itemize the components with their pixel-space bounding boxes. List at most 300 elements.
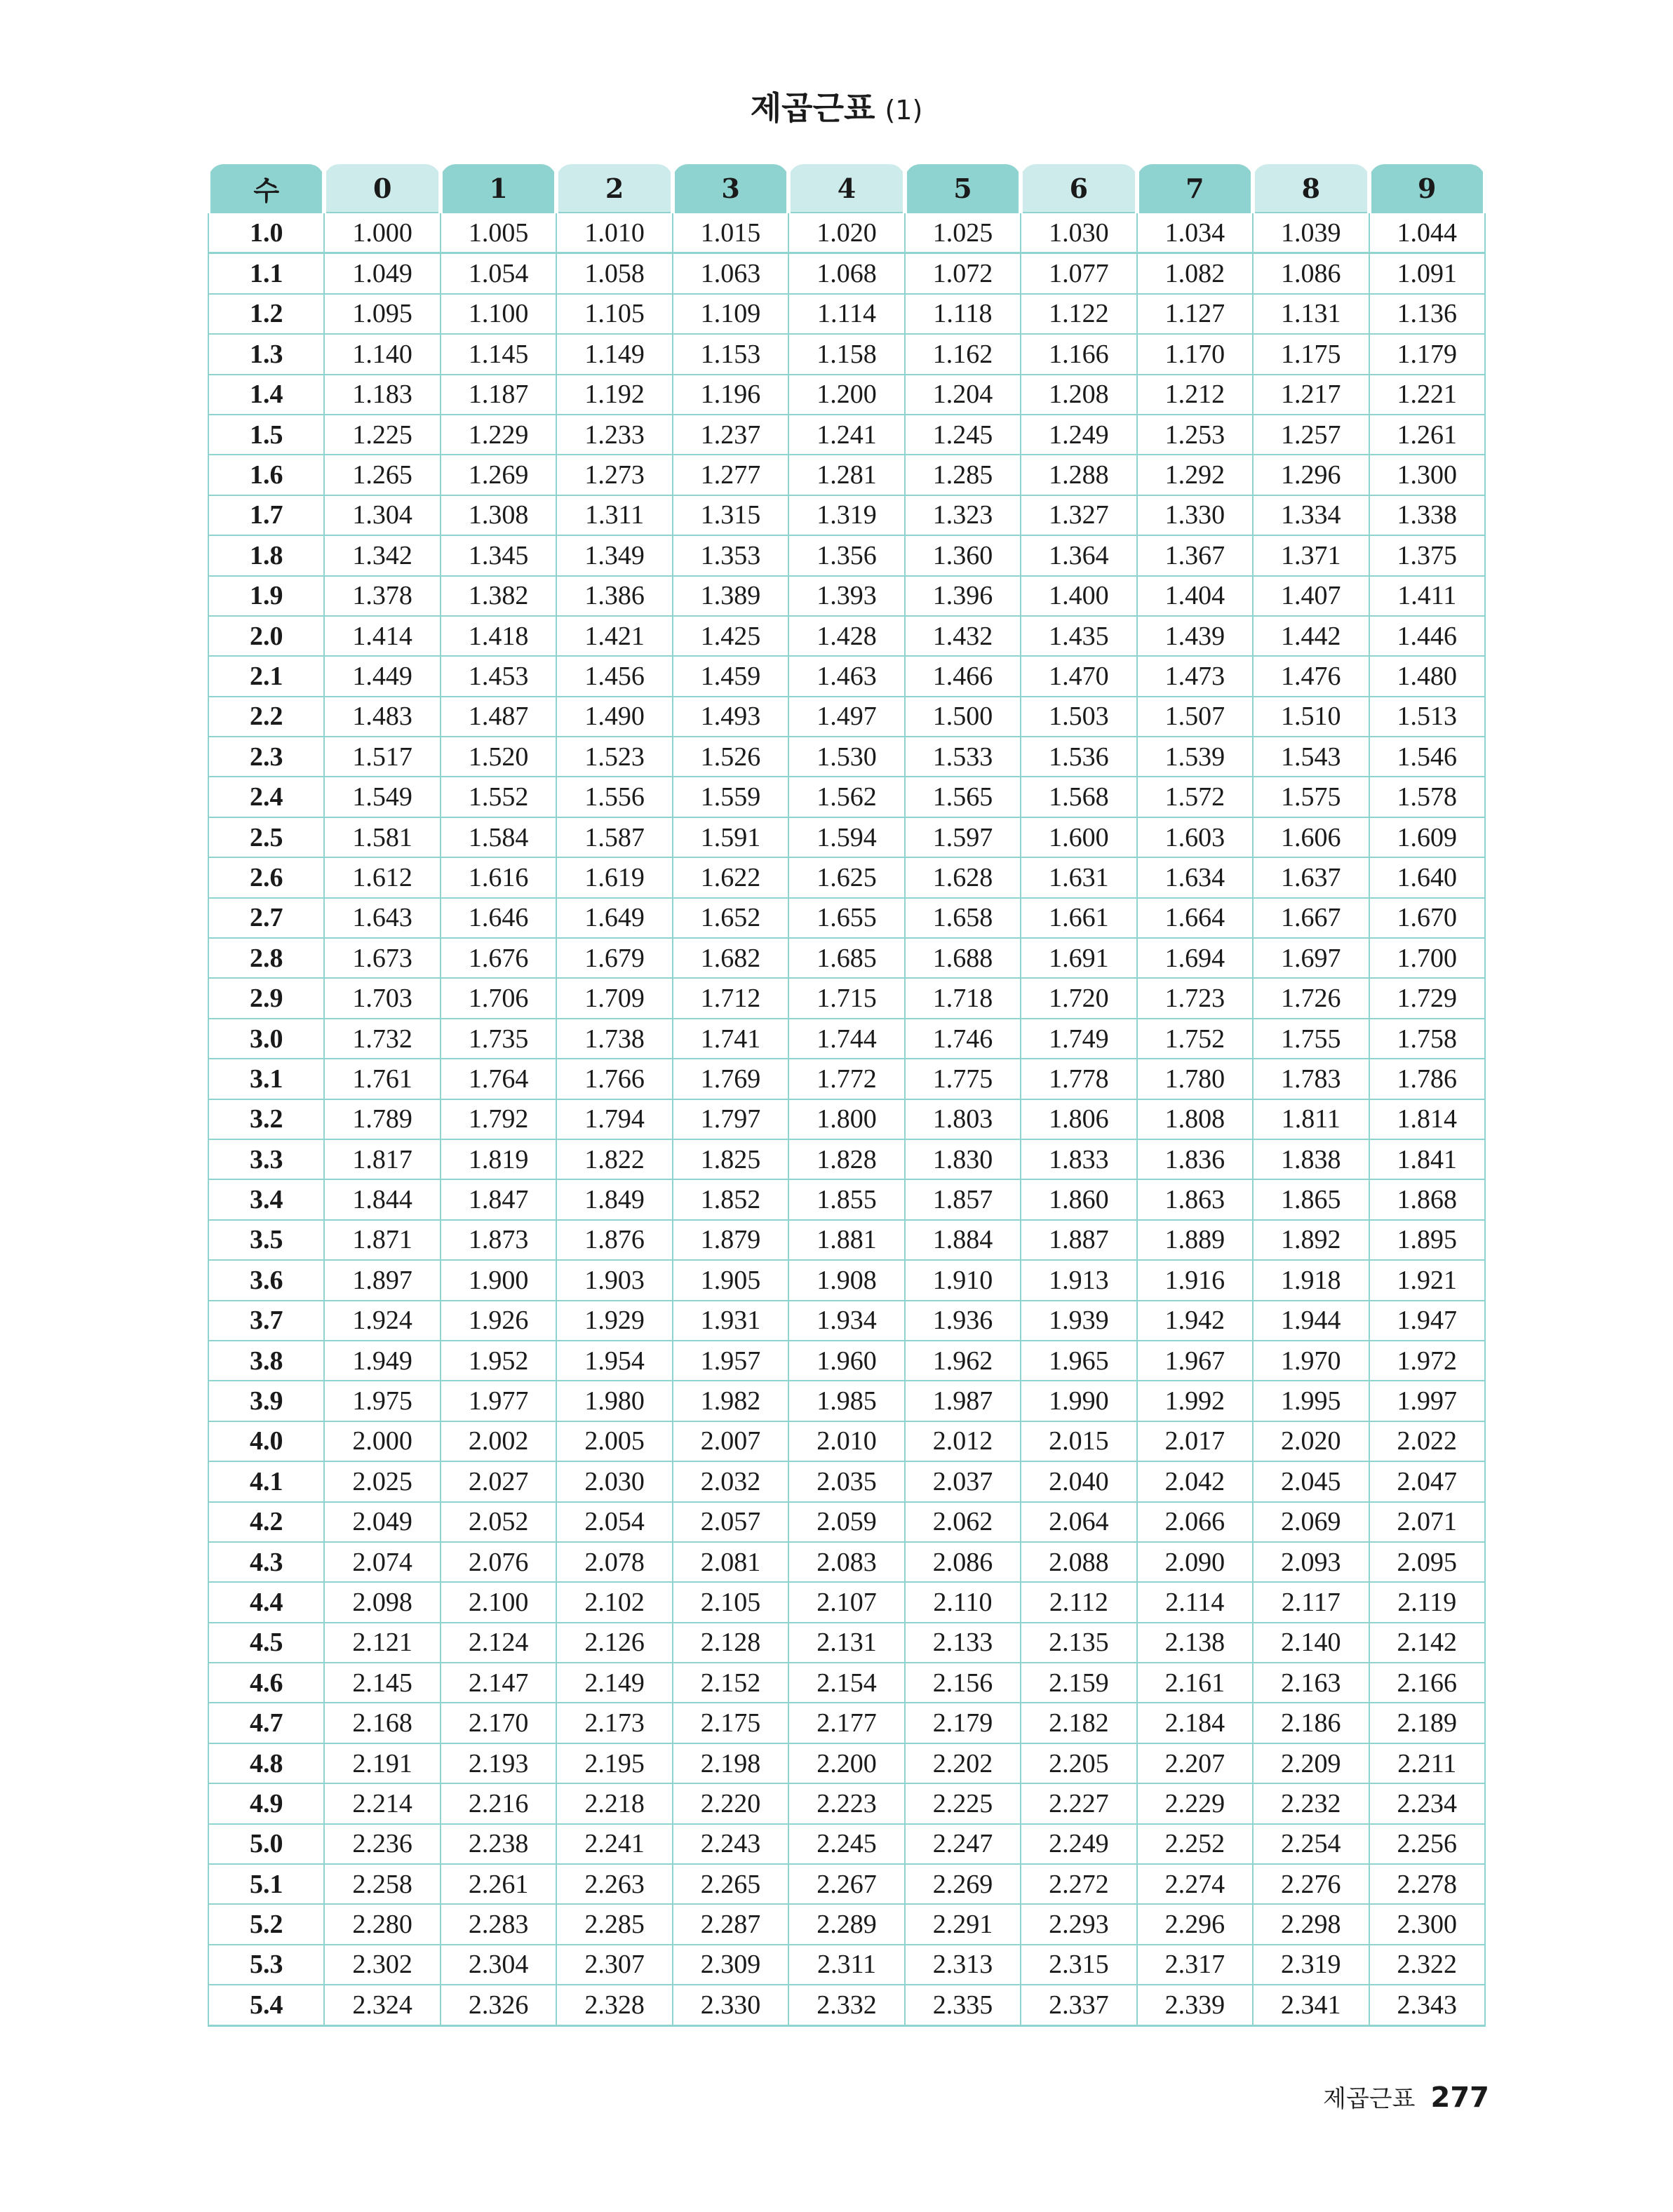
table-cell: 1.803 xyxy=(905,1099,1021,1139)
table-row xyxy=(208,938,1485,978)
table-cell: 1.980 xyxy=(556,1381,672,1421)
table-row xyxy=(208,1904,1485,1944)
column-header-digit: 2 xyxy=(556,164,672,213)
table-cell: 2.272 xyxy=(1021,1864,1136,1904)
row-header-number: 2.0 xyxy=(208,616,324,656)
table-cell: 1.942 xyxy=(1137,1301,1253,1341)
table-cell: 1.682 xyxy=(673,938,788,978)
table-cell: 2.289 xyxy=(788,1904,904,1944)
table-cell: 2.000 xyxy=(324,1421,440,1461)
table-cell: 2.020 xyxy=(1253,1421,1369,1461)
table-cell: 2.035 xyxy=(788,1461,904,1501)
table-cell: 1.470 xyxy=(1021,656,1136,696)
table-cell: 1.082 xyxy=(1137,253,1253,294)
row-header-number: 3.8 xyxy=(208,1341,324,1381)
table-cell: 1.975 xyxy=(324,1381,440,1421)
table-cell: 2.002 xyxy=(441,1421,556,1461)
table-cell: 1.490 xyxy=(556,697,672,737)
table-cell: 2.315 xyxy=(1021,1945,1136,1985)
row-header-number: 3.5 xyxy=(208,1220,324,1260)
table-cell: 2.200 xyxy=(788,1743,904,1783)
table-cell: 1.208 xyxy=(1021,375,1136,415)
table-cell: 1.179 xyxy=(1369,334,1485,374)
table-cell: 1.204 xyxy=(905,375,1021,415)
table-cell: 2.193 xyxy=(441,1743,556,1783)
table-cell: 1.591 xyxy=(673,817,788,857)
table-cell: 1.949 xyxy=(324,1341,440,1381)
table-cell: 1.640 xyxy=(1369,857,1485,897)
table-cell: 1.780 xyxy=(1137,1059,1253,1099)
table-cell: 1.664 xyxy=(1137,898,1253,938)
table-cell: 1.421 xyxy=(556,616,672,656)
table-cell: 1.729 xyxy=(1369,978,1485,1018)
row-header-number: 2.6 xyxy=(208,857,324,897)
table-cell: 1.735 xyxy=(441,1019,556,1059)
row-header-number: 2.9 xyxy=(208,978,324,1018)
table-cell: 1.338 xyxy=(1369,495,1485,535)
table-cell: 1.694 xyxy=(1137,938,1253,978)
table-cell: 1.330 xyxy=(1137,495,1253,535)
table-cell: 1.972 xyxy=(1369,1341,1485,1381)
table-cell: 1.667 xyxy=(1253,898,1369,938)
table-cell: 2.098 xyxy=(324,1582,440,1622)
table-cell: 1.020 xyxy=(788,213,904,253)
page-title-suffix: (1) xyxy=(885,95,923,126)
table-cell: 1.453 xyxy=(441,656,556,696)
row-header-number: 1.8 xyxy=(208,535,324,575)
table-row xyxy=(208,1783,1485,1823)
table-cell: 1.559 xyxy=(673,777,788,817)
table-cell: 1.967 xyxy=(1137,1341,1253,1381)
table-cell: 1.077 xyxy=(1021,253,1136,294)
table-cell: 1.158 xyxy=(788,334,904,374)
row-header-number: 5.2 xyxy=(208,1904,324,1944)
table-cell: 2.121 xyxy=(324,1623,440,1663)
row-header-number: 4.5 xyxy=(208,1623,324,1663)
table-cell: 1.758 xyxy=(1369,1019,1485,1059)
table-cell: 1.425 xyxy=(673,616,788,656)
table-row xyxy=(208,535,1485,575)
table-cell: 1.865 xyxy=(1253,1179,1369,1219)
table-row xyxy=(208,817,1485,857)
table-cell: 1.389 xyxy=(673,576,788,616)
table-row xyxy=(208,1623,1485,1663)
table-cell: 1.371 xyxy=(1253,535,1369,575)
table-cell: 1.565 xyxy=(905,777,1021,817)
column-header-digit: 9 xyxy=(1369,164,1485,213)
table-cell: 2.154 xyxy=(788,1663,904,1703)
table-cell: 1.049 xyxy=(324,253,440,294)
table-cell: 2.274 xyxy=(1137,1864,1253,1904)
table-cell: 1.889 xyxy=(1137,1220,1253,1260)
table-cell: 1.483 xyxy=(324,697,440,737)
table-cell: 1.658 xyxy=(905,898,1021,938)
table-cell: 1.741 xyxy=(673,1019,788,1059)
table-row xyxy=(208,1139,1485,1179)
table-row xyxy=(208,1663,1485,1703)
table-cell: 2.207 xyxy=(1137,1743,1253,1783)
table-row xyxy=(208,1824,1485,1864)
table-cell: 2.309 xyxy=(673,1945,788,1985)
table-cell: 2.254 xyxy=(1253,1824,1369,1864)
table-row xyxy=(208,656,1485,696)
row-header-number: 2.3 xyxy=(208,737,324,777)
table-cell: 1.817 xyxy=(324,1139,440,1179)
table-cell: 2.083 xyxy=(788,1542,904,1582)
page-number: 277 xyxy=(1430,2082,1489,2114)
table-cell: 2.117 xyxy=(1253,1582,1369,1622)
table-cell: 1.257 xyxy=(1253,415,1369,455)
table-cell: 1.253 xyxy=(1137,415,1253,455)
table-row xyxy=(208,1945,1485,1985)
table-cell: 2.152 xyxy=(673,1663,788,1703)
table-cell: 1.766 xyxy=(556,1059,672,1099)
table-cell: 2.258 xyxy=(324,1864,440,1904)
row-header-number: 2.2 xyxy=(208,697,324,737)
table-cell: 1.977 xyxy=(441,1381,556,1421)
table-row xyxy=(208,616,1485,656)
table-cell: 2.022 xyxy=(1369,1421,1485,1461)
table-cell: 1.503 xyxy=(1021,697,1136,737)
table-cell: 1.229 xyxy=(441,415,556,455)
table-cell: 2.175 xyxy=(673,1703,788,1743)
table-cell: 1.221 xyxy=(1369,375,1485,415)
table-cell: 2.191 xyxy=(324,1743,440,1783)
table-cell: 1.520 xyxy=(441,737,556,777)
table-cell: 1.034 xyxy=(1137,213,1253,253)
table-row xyxy=(208,1743,1485,1783)
table-cell: 1.929 xyxy=(556,1301,672,1341)
table-cell: 1.746 xyxy=(905,1019,1021,1059)
table-cell: 2.047 xyxy=(1369,1461,1485,1501)
table-cell: 1.308 xyxy=(441,495,556,535)
table-cell: 2.163 xyxy=(1253,1663,1369,1703)
table-cell: 1.688 xyxy=(905,938,1021,978)
table-cell: 1.868 xyxy=(1369,1179,1485,1219)
table-cell: 2.261 xyxy=(441,1864,556,1904)
table-row xyxy=(208,213,1485,253)
row-header-number: 4.7 xyxy=(208,1703,324,1743)
table-cell: 2.214 xyxy=(324,1783,440,1823)
table-cell: 2.088 xyxy=(1021,1542,1136,1582)
column-header-digit: 8 xyxy=(1253,164,1369,213)
table-cell: 2.198 xyxy=(673,1743,788,1783)
table-cell: 1.855 xyxy=(788,1179,904,1219)
table-row xyxy=(208,1542,1485,1582)
table-row xyxy=(208,1179,1485,1219)
table-cell: 2.319 xyxy=(1253,1945,1369,1985)
table-row xyxy=(208,1301,1485,1341)
table-cell: 2.168 xyxy=(324,1703,440,1743)
table-cell: 2.267 xyxy=(788,1864,904,1904)
table-cell: 1.288 xyxy=(1021,455,1136,495)
table-cell: 2.283 xyxy=(441,1904,556,1944)
table-cell: 2.027 xyxy=(441,1461,556,1501)
table-cell: 2.335 xyxy=(905,1985,1021,2025)
table-cell: 1.054 xyxy=(441,253,556,294)
table-cell: 2.322 xyxy=(1369,1945,1485,1985)
table-cell: 1.709 xyxy=(556,978,672,1018)
table-cell: 1.010 xyxy=(556,213,672,253)
table-cell: 1.261 xyxy=(1369,415,1485,455)
table-cell: 1.676 xyxy=(441,938,556,978)
table-cell: 1.887 xyxy=(1021,1220,1136,1260)
table-cell: 2.138 xyxy=(1137,1623,1253,1663)
column-header-digit: 1 xyxy=(441,164,556,213)
table-cell: 1.860 xyxy=(1021,1179,1136,1219)
table-cell: 1.058 xyxy=(556,253,672,294)
table-cell: 1.720 xyxy=(1021,978,1136,1018)
table-row xyxy=(208,375,1485,415)
table-cell: 2.161 xyxy=(1137,1663,1253,1703)
table-cell: 1.404 xyxy=(1137,576,1253,616)
table-cell: 2.030 xyxy=(556,1461,672,1501)
table-cell: 2.211 xyxy=(1369,1743,1485,1783)
table-cell: 1.439 xyxy=(1137,616,1253,656)
table-cell: 2.177 xyxy=(788,1703,904,1743)
table-cell: 1.543 xyxy=(1253,737,1369,777)
table-cell: 2.220 xyxy=(673,1783,788,1823)
table-cell: 1.903 xyxy=(556,1260,672,1300)
row-header-number: 1.3 xyxy=(208,334,324,374)
table-cell: 2.189 xyxy=(1369,1703,1485,1743)
table-cell: 1.530 xyxy=(788,737,904,777)
row-header-number: 3.7 xyxy=(208,1301,324,1341)
table-cell: 2.126 xyxy=(556,1623,672,1663)
table-cell: 1.273 xyxy=(556,455,672,495)
table-cell: 1.797 xyxy=(673,1099,788,1139)
table-cell: 1.459 xyxy=(673,656,788,696)
table-cell: 1.825 xyxy=(673,1139,788,1179)
table-cell: 1.356 xyxy=(788,535,904,575)
table-cell: 1.649 xyxy=(556,898,672,938)
table-cell: 1.764 xyxy=(441,1059,556,1099)
table-cell: 1.549 xyxy=(324,777,440,817)
table-cell: 1.844 xyxy=(324,1179,440,1219)
table-cell: 1.811 xyxy=(1253,1099,1369,1139)
table-cell: 2.243 xyxy=(673,1824,788,1864)
row-header-number: 1.7 xyxy=(208,495,324,535)
table-cell: 1.997 xyxy=(1369,1381,1485,1421)
table-cell: 1.833 xyxy=(1021,1139,1136,1179)
table-cell: 2.269 xyxy=(905,1864,1021,1904)
table-cell: 2.263 xyxy=(556,1864,672,1904)
table-cell: 1.442 xyxy=(1253,616,1369,656)
table-cell: 1.030 xyxy=(1021,213,1136,253)
table-row xyxy=(208,777,1485,817)
table-cell: 2.234 xyxy=(1369,1783,1485,1823)
row-header-number: 2.1 xyxy=(208,656,324,696)
table-cell: 1.300 xyxy=(1369,455,1485,495)
table-cell: 1.556 xyxy=(556,777,672,817)
table-cell: 2.276 xyxy=(1253,1864,1369,1904)
table-cell: 2.317 xyxy=(1137,1945,1253,1985)
table-cell: 1.418 xyxy=(441,616,556,656)
table-cell: 2.202 xyxy=(905,1743,1021,1783)
square-root-table xyxy=(206,164,1487,2027)
table-cell: 1.587 xyxy=(556,817,672,857)
row-header-number: 3.2 xyxy=(208,1099,324,1139)
table-cell: 1.068 xyxy=(788,253,904,294)
row-header-number: 5.0 xyxy=(208,1824,324,1864)
table-cell: 1.396 xyxy=(905,576,1021,616)
table-cell: 2.090 xyxy=(1137,1542,1253,1582)
table-cell: 1.738 xyxy=(556,1019,672,1059)
table-cell: 2.107 xyxy=(788,1582,904,1622)
table-cell: 2.059 xyxy=(788,1502,904,1542)
table-cell: 2.265 xyxy=(673,1864,788,1904)
table-cell: 1.808 xyxy=(1137,1099,1253,1139)
table-cell: 2.147 xyxy=(441,1663,556,1703)
table-cell: 1.334 xyxy=(1253,495,1369,535)
page-footer xyxy=(1323,2079,1489,2121)
row-header-number: 4.0 xyxy=(208,1421,324,1461)
table-row xyxy=(208,1461,1485,1501)
table-cell: 1.568 xyxy=(1021,777,1136,817)
table-cell: 2.337 xyxy=(1021,1985,1136,2025)
table-row xyxy=(208,415,1485,455)
table-cell: 1.319 xyxy=(788,495,904,535)
table-row xyxy=(208,1019,1485,1059)
table-cell: 1.822 xyxy=(556,1139,672,1179)
table-cell: 1.847 xyxy=(441,1179,556,1219)
table-cell: 1.990 xyxy=(1021,1381,1136,1421)
table-cell: 1.533 xyxy=(905,737,1021,777)
table-row xyxy=(208,1421,1485,1461)
table-cell: 1.952 xyxy=(441,1341,556,1381)
table-cell: 1.876 xyxy=(556,1220,672,1260)
table-cell: 1.908 xyxy=(788,1260,904,1300)
table-cell: 2.170 xyxy=(441,1703,556,1743)
table-cell: 1.245 xyxy=(905,415,1021,455)
table-row xyxy=(208,1220,1485,1260)
table-cell: 1.947 xyxy=(1369,1301,1485,1341)
table-cell: 1.962 xyxy=(905,1341,1021,1381)
table-cell: 1.931 xyxy=(673,1301,788,1341)
table-cell: 2.071 xyxy=(1369,1502,1485,1542)
table-cell: 1.697 xyxy=(1253,938,1369,978)
table-cell: 2.232 xyxy=(1253,1783,1369,1823)
table-cell: 1.487 xyxy=(441,697,556,737)
table-cell: 1.349 xyxy=(556,535,672,575)
table-cell: 2.076 xyxy=(441,1542,556,1582)
table-cell: 2.280 xyxy=(324,1904,440,1944)
table-cell: 2.166 xyxy=(1369,1663,1485,1703)
table-cell: 1.761 xyxy=(324,1059,440,1099)
table-cell: 1.170 xyxy=(1137,334,1253,374)
table-cell: 1.311 xyxy=(556,495,672,535)
row-header-number: 1.6 xyxy=(208,455,324,495)
table-cell: 1.153 xyxy=(673,334,788,374)
table-cell: 1.884 xyxy=(905,1220,1021,1260)
row-header-number: 2.7 xyxy=(208,898,324,938)
table-row xyxy=(208,1582,1485,1622)
table-cell: 1.879 xyxy=(673,1220,788,1260)
table-cell: 1.277 xyxy=(673,455,788,495)
table-cell: 1.670 xyxy=(1369,898,1485,938)
table-cell: 1.873 xyxy=(441,1220,556,1260)
table-row xyxy=(208,495,1485,535)
table-cell: 1.646 xyxy=(441,898,556,938)
table-cell: 2.302 xyxy=(324,1945,440,1985)
row-header-number: 5.3 xyxy=(208,1945,324,1985)
table-cell: 1.957 xyxy=(673,1341,788,1381)
table-cell: 1.700 xyxy=(1369,938,1485,978)
table-row xyxy=(208,1341,1485,1381)
table-cell: 1.572 xyxy=(1137,777,1253,817)
table-cell: 1.836 xyxy=(1137,1139,1253,1179)
table-cell: 1.637 xyxy=(1253,857,1369,897)
table-cell: 2.037 xyxy=(905,1461,1021,1501)
table-cell: 2.069 xyxy=(1253,1502,1369,1542)
table-cell: 1.603 xyxy=(1137,817,1253,857)
table-cell: 1.360 xyxy=(905,535,1021,575)
table-cell: 1.292 xyxy=(1137,455,1253,495)
table-cell: 1.118 xyxy=(905,294,1021,334)
table-cell: 2.078 xyxy=(556,1542,672,1582)
table-cell: 1.364 xyxy=(1021,535,1136,575)
table-cell: 2.010 xyxy=(788,1421,904,1461)
table-cell: 1.526 xyxy=(673,737,788,777)
table-row xyxy=(208,455,1485,495)
row-header-number: 1.4 xyxy=(208,375,324,415)
table-cell: 2.045 xyxy=(1253,1461,1369,1501)
table-cell: 2.093 xyxy=(1253,1542,1369,1582)
table-cell: 2.326 xyxy=(441,1985,556,2025)
table-row xyxy=(208,1260,1485,1300)
table-cell: 2.102 xyxy=(556,1582,672,1622)
table-cell: 2.241 xyxy=(556,1824,672,1864)
table-cell: 1.916 xyxy=(1137,1260,1253,1300)
table-cell: 1.466 xyxy=(905,656,1021,696)
table-cell: 1.913 xyxy=(1021,1260,1136,1300)
table-cell: 1.400 xyxy=(1021,576,1136,616)
table-cell: 2.216 xyxy=(441,1783,556,1823)
row-header-number: 1.9 xyxy=(208,576,324,616)
table-cell: 1.378 xyxy=(324,576,440,616)
table-cell: 1.091 xyxy=(1369,253,1485,294)
table-cell: 2.229 xyxy=(1137,1783,1253,1823)
table-cell: 1.539 xyxy=(1137,737,1253,777)
table-cell: 1.449 xyxy=(324,656,440,696)
table-cell: 2.330 xyxy=(673,1985,788,2025)
table-cell: 1.954 xyxy=(556,1341,672,1381)
table-cell: 1.552 xyxy=(441,777,556,817)
table-cell: 2.095 xyxy=(1369,1542,1485,1582)
table-cell: 1.852 xyxy=(673,1179,788,1219)
table-cell: 1.241 xyxy=(788,415,904,455)
table-cell: 1.435 xyxy=(1021,616,1136,656)
table-cell: 1.857 xyxy=(905,1179,1021,1219)
table-cell: 1.944 xyxy=(1253,1301,1369,1341)
table-cell: 2.133 xyxy=(905,1623,1021,1663)
table-cell: 2.086 xyxy=(905,1542,1021,1582)
table-cell: 1.000 xyxy=(324,213,440,253)
table-cell: 1.594 xyxy=(788,817,904,857)
table-cell: 2.238 xyxy=(441,1824,556,1864)
table-cell: 1.783 xyxy=(1253,1059,1369,1099)
table-cell: 1.575 xyxy=(1253,777,1369,817)
table-cell: 1.536 xyxy=(1021,737,1136,777)
table-cell: 2.114 xyxy=(1137,1582,1253,1622)
table-cell: 1.814 xyxy=(1369,1099,1485,1139)
table-cell: 2.311 xyxy=(788,1945,904,1985)
table-cell: 1.712 xyxy=(673,978,788,1018)
row-header-number: 2.4 xyxy=(208,777,324,817)
page-title-text: 제곱근표 xyxy=(750,89,875,127)
table-cell: 1.631 xyxy=(1021,857,1136,897)
table-cell: 1.140 xyxy=(324,334,440,374)
